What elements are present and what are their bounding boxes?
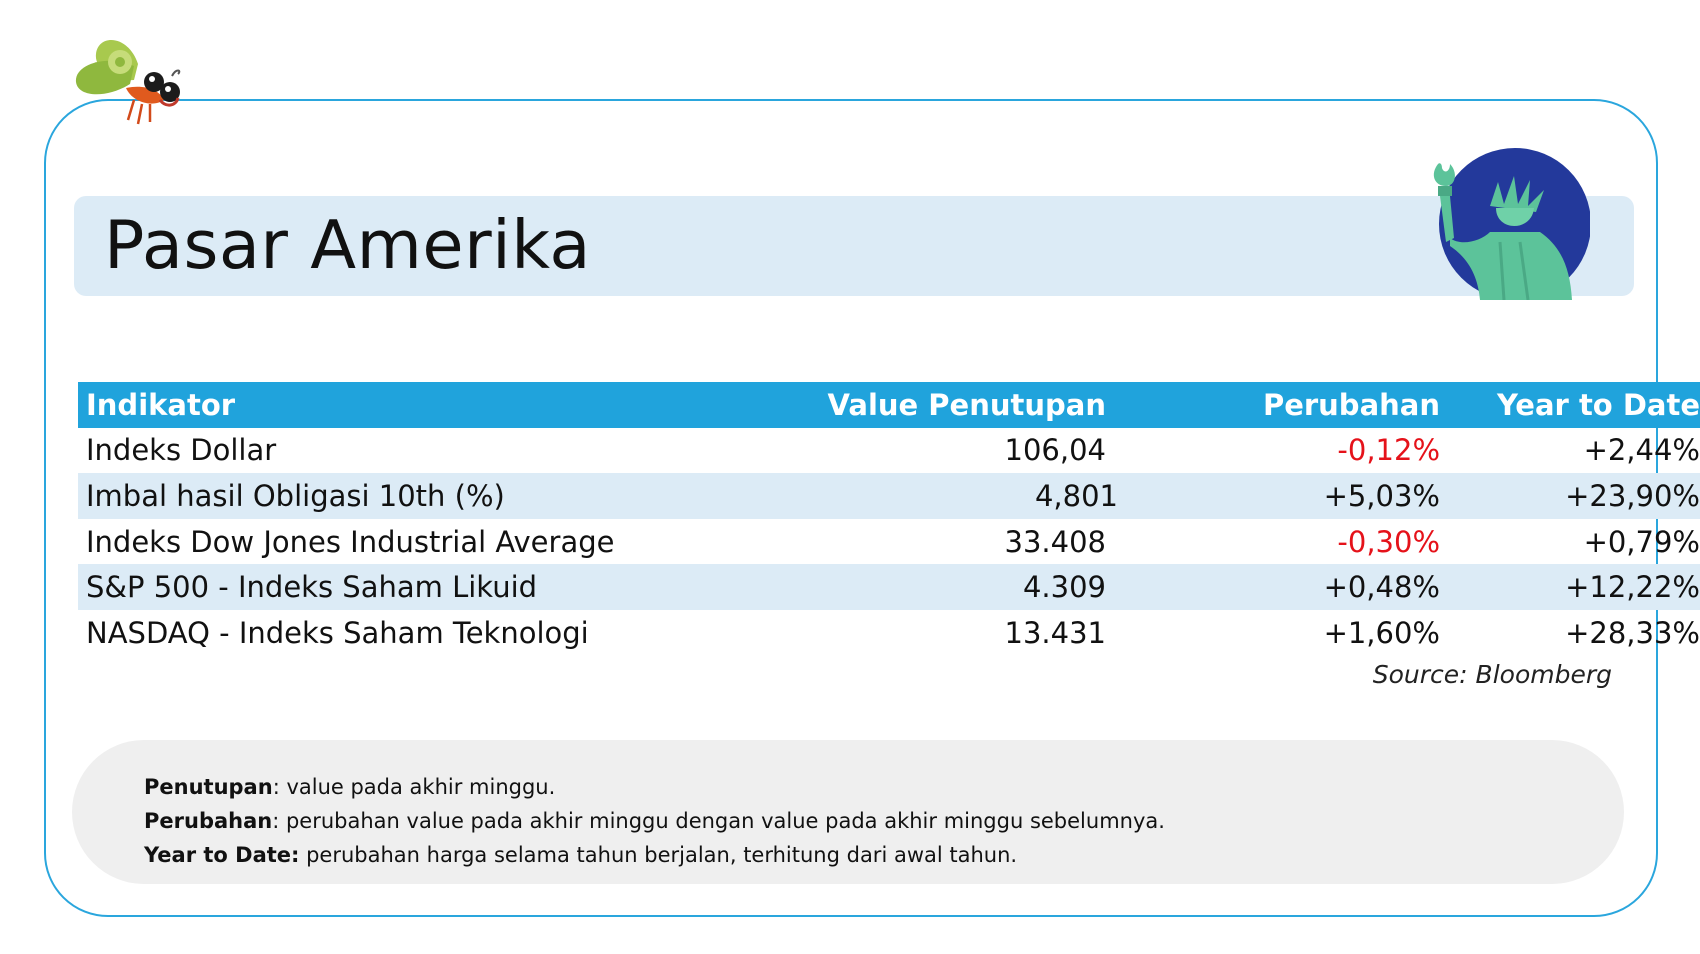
cell-ytd: +23,90% xyxy=(1448,473,1700,519)
butterfly-mascot-icon xyxy=(68,24,198,136)
cell-ytd: +28,33% xyxy=(1565,615,1700,650)
definition-item xyxy=(144,838,1165,872)
cell-indikator: Indeks Dow Jones Industrial Average xyxy=(86,524,615,559)
cell-ytd: +0,79% xyxy=(1583,524,1700,559)
definitions-list xyxy=(144,770,1165,872)
header-perubahan: Perubahan xyxy=(1128,382,1448,428)
cell-perubahan: -0,12% xyxy=(1337,433,1440,468)
market-table xyxy=(78,382,1700,656)
cell-indikator: S&P 500 - Indeks Saham Likuid xyxy=(78,564,668,610)
definition-item xyxy=(144,770,1165,804)
cell-value: 33.408 xyxy=(1004,524,1106,559)
table-row xyxy=(78,564,1700,610)
cell-value: 4.309 xyxy=(668,564,1128,610)
cell-value: 106,04 xyxy=(1004,433,1106,468)
definition-term: Year to Date: xyxy=(144,843,300,867)
table-row xyxy=(78,610,1700,656)
cell-indikator: NASDAQ - Indeks Saham Teknologi xyxy=(86,615,589,650)
definition-text: : value pada akhir minggu. xyxy=(272,775,556,799)
header-value-penutupan: Value Penutupan xyxy=(668,382,1128,428)
cell-indikator: Indeks Dollar xyxy=(86,433,277,468)
cell-indikator: Imbal hasil Obligasi 10th (%) xyxy=(78,473,668,519)
header-indikator: Indikator xyxy=(78,382,668,428)
header-year-to-date: Year to Date xyxy=(1448,382,1700,428)
source-note: Source: Bloomberg xyxy=(1372,660,1612,689)
table-header-row xyxy=(78,382,1700,428)
cell-perubahan: -0,30% xyxy=(1337,524,1440,559)
cell-ytd: +12,22% xyxy=(1448,564,1700,610)
cell-ytd: +2,44% xyxy=(1583,433,1700,468)
statue-of-liberty-icon xyxy=(1420,146,1590,300)
definition-term: Perubahan xyxy=(144,809,273,833)
cell-value: 4,801 xyxy=(668,473,1128,519)
table-row xyxy=(78,519,1700,565)
cell-perubahan: +1,60% xyxy=(1323,615,1440,650)
definition-term: Penutupan xyxy=(144,775,273,799)
cell-value: 13.431 xyxy=(1004,615,1106,650)
definition-item xyxy=(144,804,1165,838)
table-row xyxy=(78,473,1700,519)
cell-perubahan: +5,03% xyxy=(1128,473,1448,519)
table-row xyxy=(78,428,1700,474)
definition-text: perubahan harga selama tahun berjalan, terhitung dari awal tahun. xyxy=(299,843,1018,867)
cell-perubahan: +0,48% xyxy=(1128,564,1448,610)
page-title: Pasar Amerika xyxy=(104,206,591,284)
definition-text: : perubahan value pada akhir minggu dengan value pada akhir minggu sebelumnya. xyxy=(272,809,1165,833)
